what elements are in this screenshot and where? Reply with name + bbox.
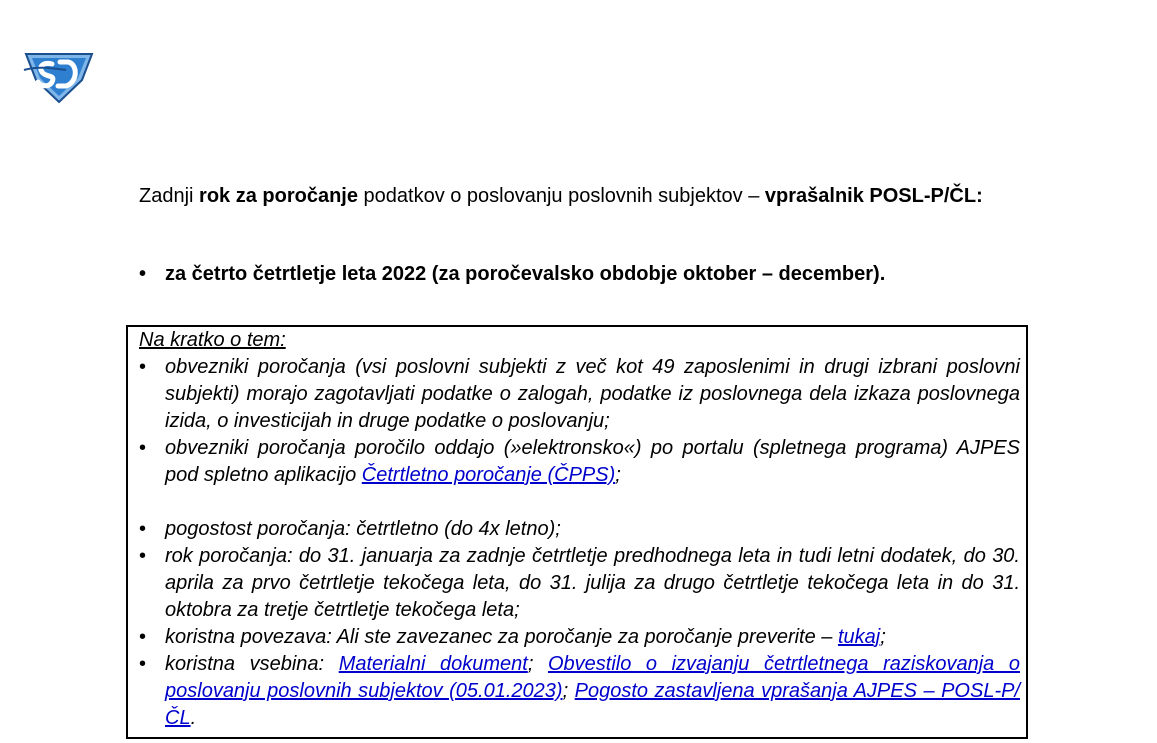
cpps-link[interactable]: Četrtletno poročanje (ČPPS) (361, 464, 616, 486)
list-item-text: . (190, 707, 197, 729)
list-item-text: obvezniki poročanja (vsi poslovni subjekti z več kot 49 zaposlenimi in drugi izbrani poslovni subjekti) morajo zagotavljati podatke o zalogah, podatke iz poslovnega dela izkaza poslovnega izida, o investicijah in druge podatke o poslovanju; (165, 356, 1020, 432)
list-item-text: obvezniki poročanja poročilo oddajo (»elektronsko«) po portalu (spletnega programa) AJPES pod spletno aplikacijo (165, 437, 1020, 486)
list-item-text: koristna povezava: Ali ste zavezanec za poročanje za poročanje preverite – (165, 626, 838, 648)
intro-text: podatkov o poslovanju poslovnih subjektov – (357, 185, 765, 207)
list-item-text: pogostost poročanja: četrtletno (do 4x letno); (165, 518, 561, 540)
list-item (139, 516, 1020, 543)
list-item (139, 354, 1020, 435)
summary-box-content (139, 327, 1020, 732)
intro-bold-deadline: rok za poročanje (199, 185, 358, 207)
list-item (139, 651, 1020, 732)
bullet-icon: • (139, 263, 147, 285)
faq-link[interactable]: Pogosto zastavljena vprašanja AJPES – POSL-P/ČL (165, 680, 1020, 729)
list-item-text: ; (527, 653, 548, 675)
organization-logo-icon (22, 48, 96, 104)
material-document-link[interactable]: Materialni dokument (338, 653, 528, 675)
summary-list (139, 354, 1020, 732)
list-item (139, 543, 1020, 624)
list-item-text: koristna vsebina: (165, 653, 339, 675)
intro-bullet-text: za četrto četrtletje leta 2022 (za poročevalsko obdobje oktober – december). (165, 263, 886, 285)
list-item (139, 435, 1020, 489)
survey-notice-link[interactable]: Obvestilo o izvajanju četrtletnega raziskovanja o poslovanju poslovnih subjektov (05.01.2023) (165, 653, 1020, 702)
list-item (139, 624, 1020, 651)
check-obligation-link[interactable]: tukaj (837, 626, 881, 648)
list-item-text: ; (562, 680, 575, 702)
list-item-text: ; (615, 464, 621, 486)
intro-text: Zadnji (139, 185, 200, 207)
list-item-text: rok poročanja: do 31. januarja za zadnje četrtletje predhodnega leta in tudi letni dodatek, do 30. aprila za prvo četrtletje tekočega leta, do 31. julija za drugo četrtletje tekočega leta in do 31. oktobra za tretje četrtletje tekočega leta; (165, 545, 1020, 621)
summary-box-title: Na kratko o tem: (139, 329, 286, 351)
intro-paragraph (139, 176, 1020, 217)
intro-bold-questionnaire: vprašalnik POSL-P/ČL: (764, 185, 983, 207)
list-item-text: ; (880, 626, 886, 648)
